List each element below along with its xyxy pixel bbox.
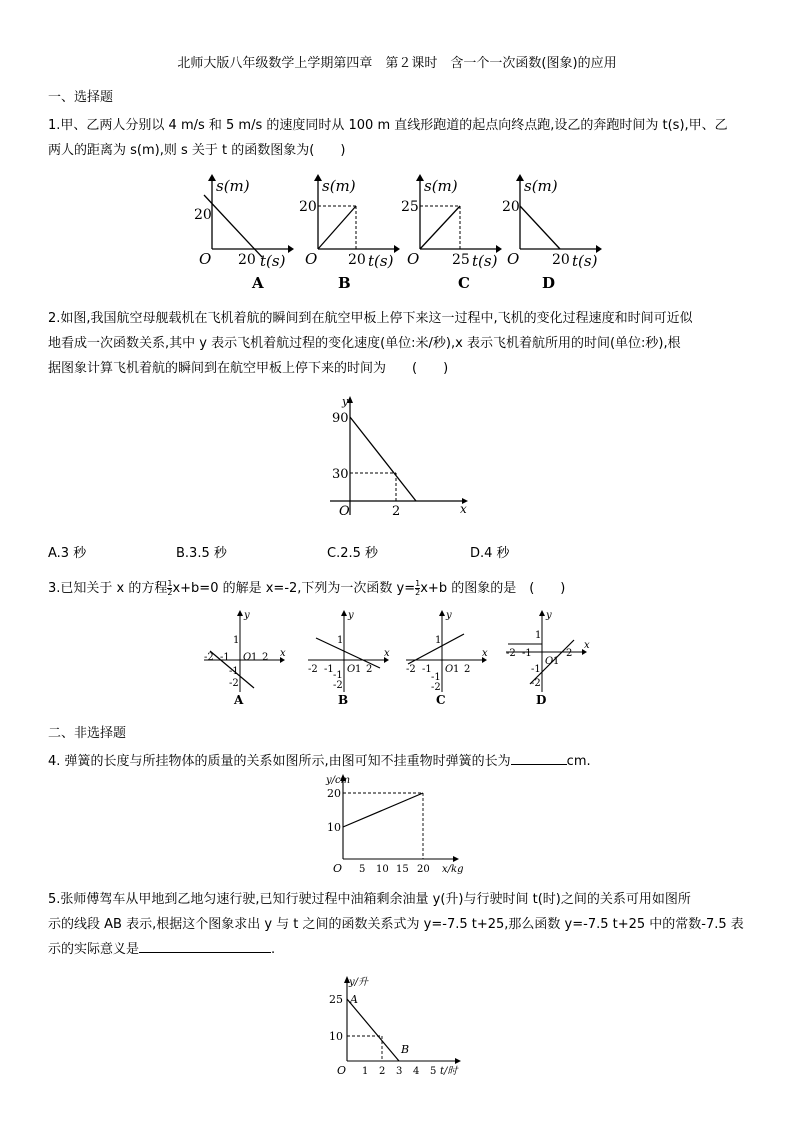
svg-text:-1: -1 [220,652,230,663]
q2-ylabel: y [342,395,349,408]
svg-text:O: O [347,664,356,675]
svg-text:y: y [446,610,452,621]
q4-ytick-20: 20 [327,787,341,800]
svg-text:1: 1 [435,635,442,646]
svg-text:10: 10 [376,864,389,875]
svg-text:-1: -1 [431,672,441,683]
svg-text:x: x [584,640,590,651]
q4-graph [325,773,485,878]
q2-xlabel: x [460,502,467,516]
q1d-xlabel: t(s) [572,252,598,270]
svg-text:-1: -1 [422,664,432,675]
q1a-xtick: 20 [238,252,256,268]
svg-text:-2: -2 [531,678,541,689]
q1c-ytick: 25 [401,199,419,215]
q2-option-c: C.2.5 秒 [327,546,379,561]
svg-text:D: D [536,693,547,707]
q4-text: 4. 弹簧的长度与所挂物体的质量的关系如图所示,由图可知不挂重物时弹簧的长为 [48,754,511,769]
q2-line1: 2.如图,我国航空母舰载机在飞机着航的瞬间到在航空甲板上停下来这一过程中,飞机的变化过程速度和时间可近似 [48,311,693,326]
svg-text:x: x [280,648,286,659]
svg-text:2: 2 [379,1066,386,1077]
question-3 [48,576,748,601]
q1c-origin: O [407,250,420,268]
svg-text:-2: -2 [229,678,239,689]
q2-line2: 地看成一次函数关系,其中 y 表示飞机着航过程的变化速度(单位:米/秒),x 表示飞机着航所用的时间(单位:秒),根 [48,336,681,351]
q1b-label: B [338,274,351,292]
q1c-xlabel: t(s) [472,252,498,270]
q1d-ytick: 20 [502,199,520,215]
q5-ylabel: y/升 [349,977,369,988]
svg-text:-1: -1 [522,648,532,659]
svg-text:2: 2 [262,652,269,663]
q5-answer-blank[interactable] [139,938,271,953]
svg-text:x: x [384,648,390,659]
page-title: 北师大版八年级数学上学期第四章 第２课时 含一个一次函数(图象)的应用 [177,56,617,71]
svg-text:-1: -1 [333,670,343,681]
q4-answer-blank[interactable] [511,750,567,765]
section-choice: 一、选择题 [48,90,114,105]
q4-origin: O [333,862,343,875]
q5-line3: 示的实际意义是 [48,942,140,957]
q2-option-b: B.3.5 秒 [176,546,227,561]
q1a-origin: O [199,250,212,268]
q5-ytick-25: 25 [329,993,343,1006]
svg-text:15: 15 [396,864,409,875]
svg-text:-2: -2 [333,680,343,691]
q3-text-post: x+b 的图象的是 ( ) [420,581,566,596]
q3-text-pre: 3.已知关于 x 的方程 [48,581,168,596]
svg-text:2: 2 [366,664,373,675]
q1b-ytick: 20 [299,199,317,215]
svg-text:x: x [482,648,488,659]
q5-point-a: A [350,993,358,1006]
svg-text:20: 20 [417,864,430,875]
q1b-xlabel: t(s) [368,252,394,270]
svg-text:1: 1 [355,664,362,675]
q5-origin: O [337,1064,347,1077]
svg-text:-2: -2 [308,664,318,675]
q2-graph [326,395,476,525]
question-5: 5.张师傅驾车从甲地到乙地匀速行驶,已知行驶过程中油箱剩余油量 y(升)与行驶时间 t(时)之间的关系可用如图所 示的线段 AB 表示,根据这个图象求出 y 与 t 之间的函数关系式为 y=-7.5 t+25,那么函数 y=-7.5 t+25 中的常数-7.5 表 示的实际意义是 . [48,887,748,962]
svg-text:A: A [234,693,244,707]
q4-xlabel: x/kg [442,864,464,875]
q1-graph-b [298,173,403,295]
svg-text:4: 4 [413,1066,420,1077]
svg-text:-2: -2 [431,682,441,693]
q2-xtick: 2 [392,504,401,519]
q3-graph-c [402,608,492,708]
q3-fraction-2: $\frac{1}{2}$ [415,579,421,597]
q1b-ylabel: s(m) [322,177,356,195]
svg-text:1: 1 [337,635,344,646]
svg-text:-1: -1 [531,664,541,675]
q2-option-d: D.4 秒 [470,546,510,561]
svg-text:3: 3 [396,1066,403,1077]
q1d-ylabel: s(m) [524,177,558,195]
q1-graph-d [500,173,605,295]
q1-line1: 1.甲、乙两人分别以 4 m/s 和 5 m/s 的速度同时从 100 m 直线形跑道的起点向终点跑,设乙的奔跑时间为 t(s),甲、乙 [48,118,728,133]
q2-line3: 据图象计算飞机着航的瞬间到在航空甲板上停下来的时间为 ( ) [48,361,449,376]
svg-text:2: 2 [464,664,471,675]
q2-origin: O [339,504,350,519]
svg-text:1: 1 [251,652,258,663]
q3-graph-a [200,608,290,708]
q1d-origin: O [507,250,520,268]
q5-point-b: B [401,1043,410,1056]
svg-text:-2: -2 [406,664,416,675]
q5-line1: 5.张师傅驾车从甲地到乙地匀速行驶,已知行驶过程中油箱剩余油量 y(升)与行驶时间 t(时)之间的关系可用如图所 [48,892,691,907]
svg-text:C: C [436,693,446,707]
svg-text:1: 1 [535,630,542,641]
q1c-ylabel: s(m) [424,177,458,195]
q1a-xlabel: t(s) [260,252,286,270]
svg-text:2: 2 [566,648,573,659]
question-1 [48,113,748,163]
q2-ytick-30: 30 [332,467,349,482]
svg-text:y: y [348,610,354,621]
q1a-label: A [252,274,264,292]
section-nonchoice: 二、非选择题 [48,726,127,741]
q5-xlabel: t/时 [440,1066,458,1077]
svg-text:-1: -1 [229,666,239,677]
question-4 [48,749,748,774]
svg-text:1: 1 [362,1066,369,1077]
q3-graph-b [304,608,394,708]
svg-text:1: 1 [233,635,240,646]
svg-text:-1: -1 [324,664,334,675]
q1c-xtick: 25 [452,252,470,268]
q4-unit: cm. [566,754,591,769]
q3-text-mid: x+b=0 的解是 x=-2,下列为一次函数 y= [172,581,416,596]
svg-text:B: B [338,693,349,707]
q5-line2: 示的线段 AB 表示,根据这个图象求出 y 与 t 之间的函数关系式为 y=-7.5 t+25,那么函数 y=-7.5 t+25 中的常数-7.5 表 [48,917,744,932]
q3-fraction-1: $\frac{1}{2}$ [167,579,173,597]
q2-option-a: A.3 秒 [48,546,87,561]
q1-line2: 两人的距离为 s(m),则 s 关于 t 的函数图象为( ) [48,143,346,158]
q1b-origin: O [305,250,318,268]
question-2 [48,306,748,381]
svg-text:O: O [545,656,554,667]
q1a-ylabel: s(m) [216,177,250,195]
svg-text:O: O [445,664,454,675]
q5-graph [325,975,475,1080]
q4-ytick-10: 10 [327,821,341,834]
svg-text:O: O [243,652,252,663]
q1a-ytick: 20 [194,207,212,223]
q1-graph-c [400,173,505,295]
svg-text:y: y [244,610,250,621]
q1d-label: D [542,274,556,292]
q5-ytick-10: 10 [329,1030,343,1043]
q1b-xtick: 20 [348,252,366,268]
svg-text:5: 5 [359,864,366,875]
svg-text:5: 5 [430,1066,437,1077]
q1d-xtick: 20 [552,252,570,268]
svg-text:1: 1 [553,656,560,667]
q2-ytick-90: 90 [332,411,349,426]
svg-text:-2: -2 [204,652,214,663]
q1c-label: C [458,274,470,292]
svg-text:y: y [546,610,552,621]
svg-text:-2: -2 [506,648,516,659]
q4-ylabel: y/cm [326,775,351,786]
q1-graph-a [190,173,295,295]
svg-text:1: 1 [453,664,460,675]
q3-graph-d [502,608,592,708]
